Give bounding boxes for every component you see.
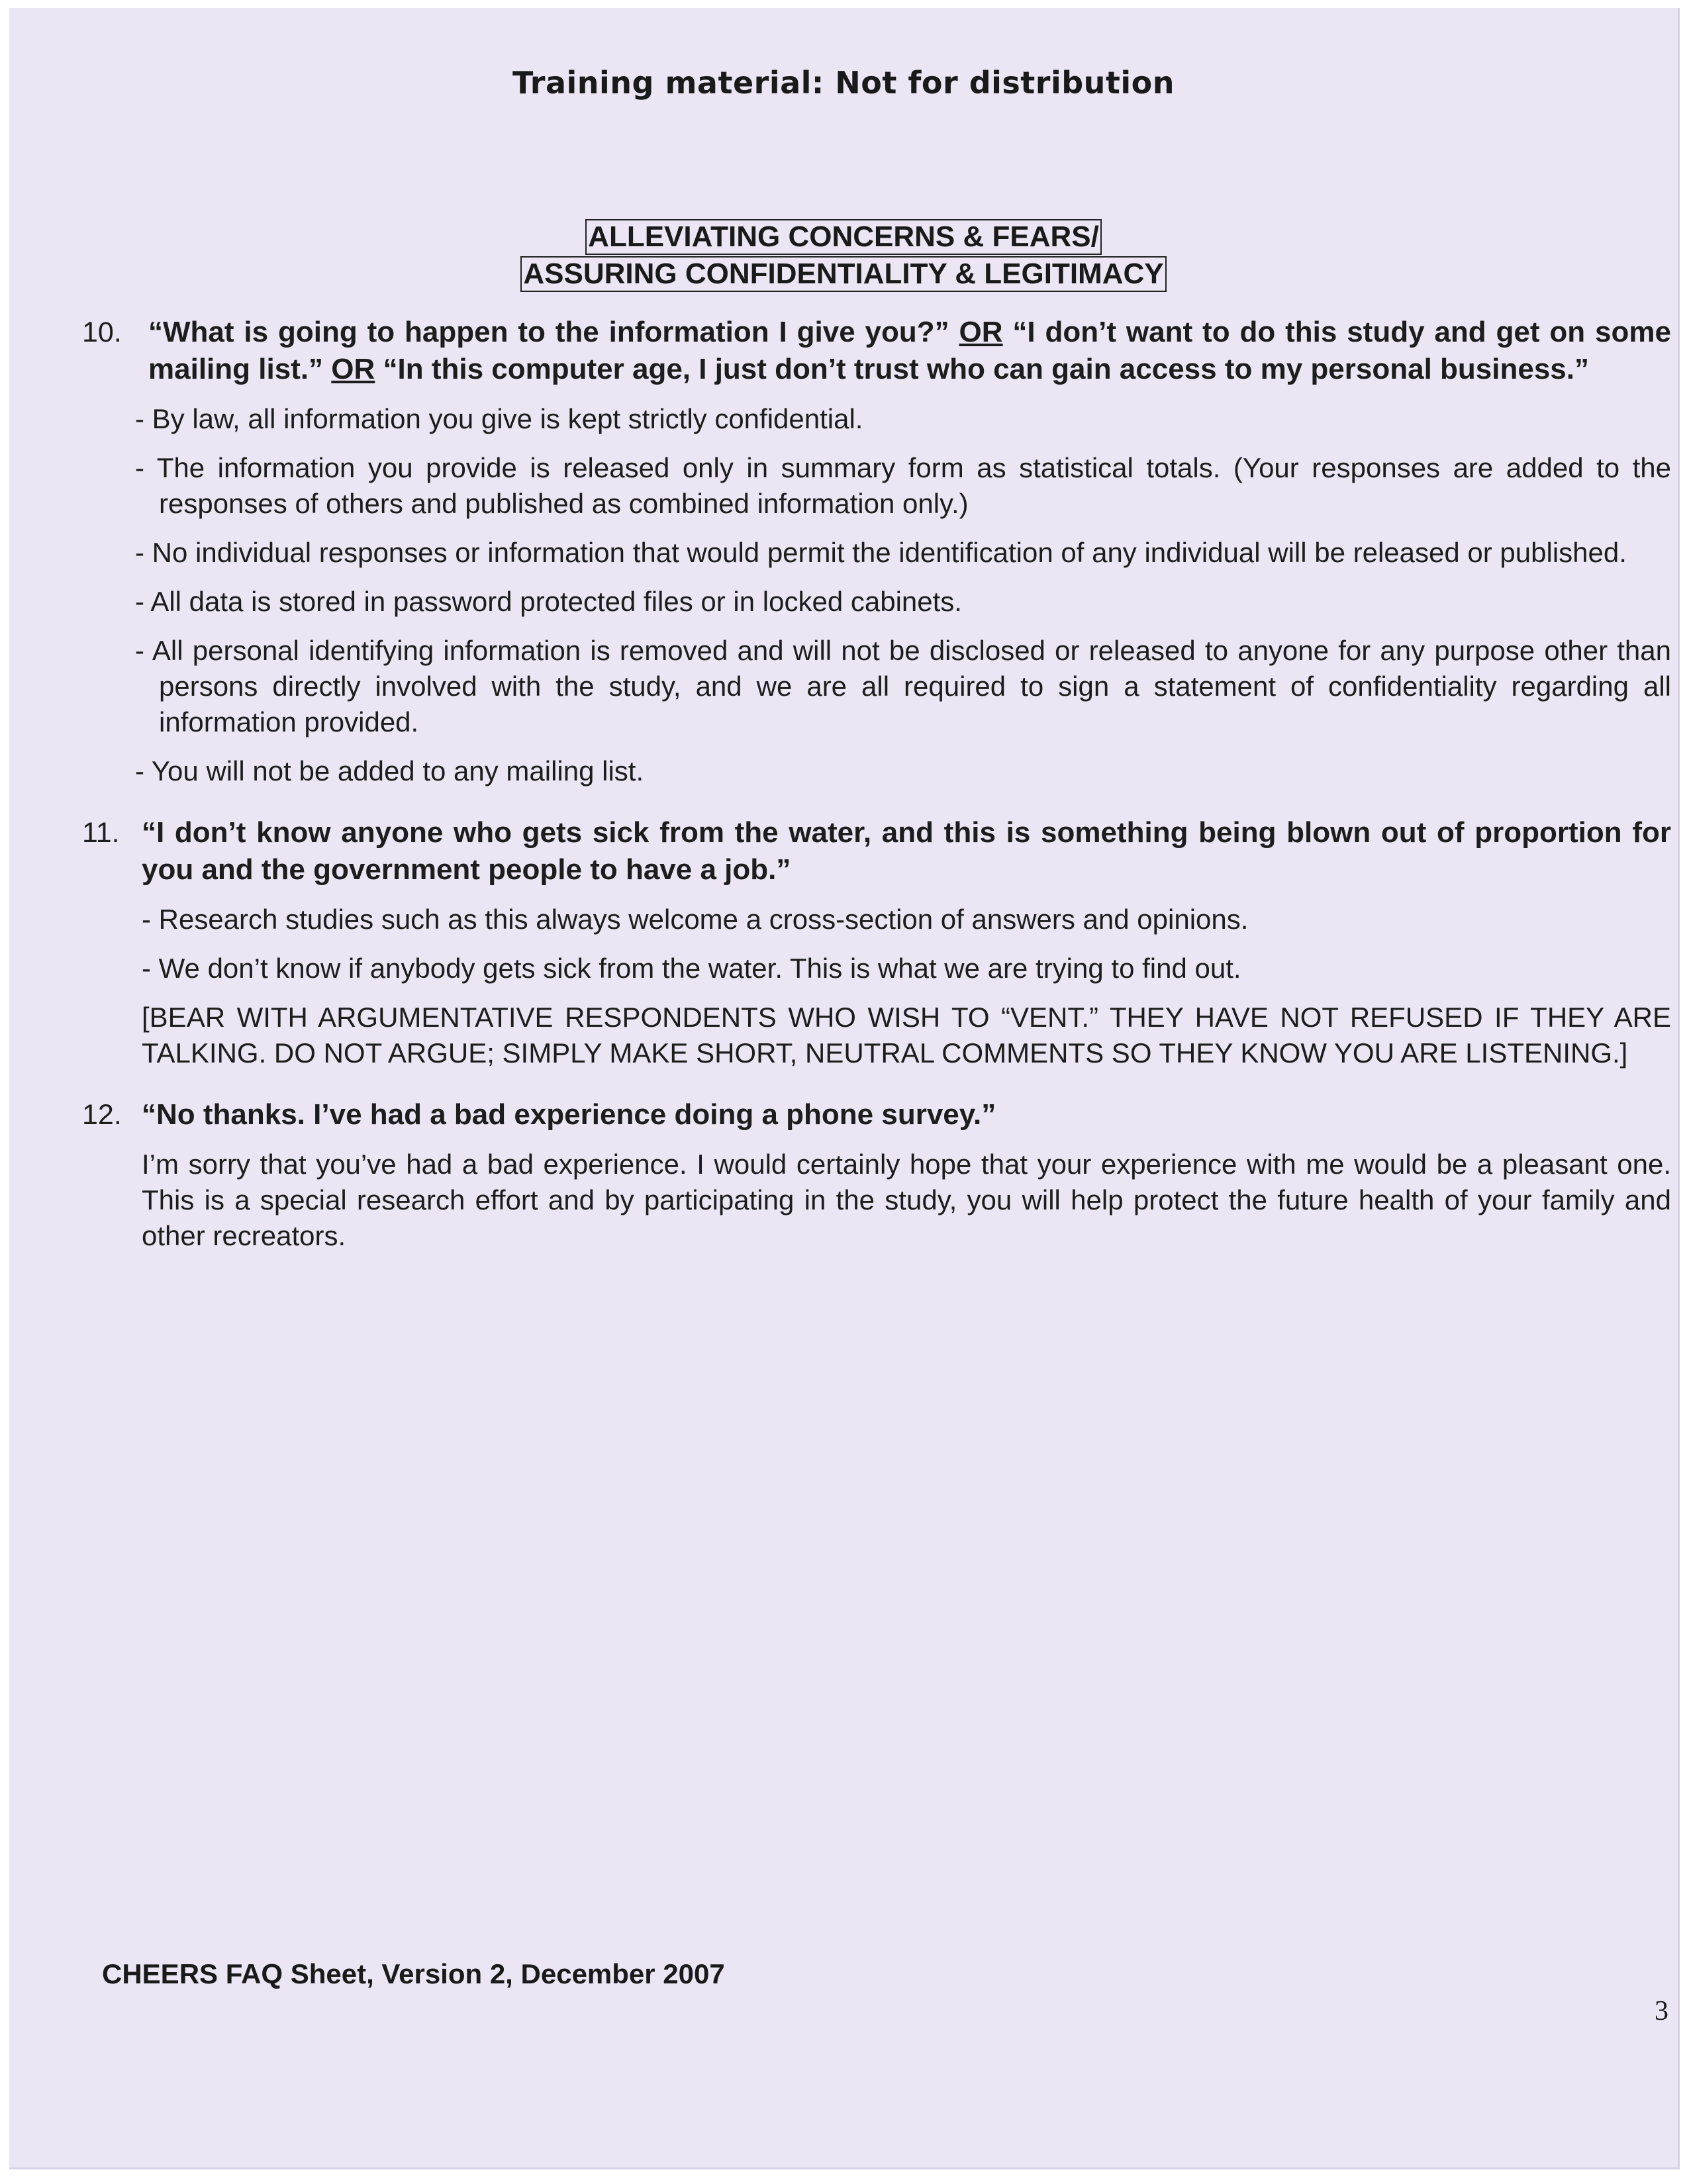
faq-question [148, 314, 1671, 388]
faq-number: 12. [82, 1099, 122, 1131]
faq-answer: - You will not be added to any mailing list. [135, 755, 644, 786]
section-heading-line2: ASSURING CONFIDENTIALITY & LEGITIMACY [520, 256, 1166, 292]
faq-answer: - The information you provide is released only in summary form as statistical totals. (Your responses are added to the responses of others and published as combined information only.) [135, 452, 1671, 519]
question-part: “What is going to happen to the information I give you?” [148, 316, 959, 348]
faq-answer: - Research studies such as this always welcome a cross-section of answers and opinions. [142, 904, 1249, 935]
header-note: Training material: Not for distribution [512, 65, 1175, 101]
document-page [9, 8, 1680, 2169]
faq-item-12 [82, 1096, 1671, 1254]
question-part: “In this computer age, I just don’t trust who can gain access to my personal business.” [375, 353, 1589, 385]
faq-answer: - All personal identifying information is removed and will not be disclosed or released to anyone for any purpose other than persons directly involved with the study, and we are all required to sign a statement of confidentiality regarding all information provided. [135, 635, 1671, 737]
section-heading [9, 218, 1678, 293]
question-part: “I don’t want to do this study and get on some mailing list.” [148, 316, 1671, 385]
faq-item-10 [82, 314, 1671, 789]
faq-answer: - No individual responses or information that would permit the identification of any individual will be released or published. [135, 537, 1627, 568]
footer-version: CHEERS FAQ Sheet, Version 2, December 2007 [102, 1958, 725, 1989]
section-heading-line1: ALLEVIATING CONCERNS & FEARS/ [585, 219, 1102, 255]
interviewer-note: [BEAR WITH ARGUMENTATIVE RESPONDENTS WHO WISH TO “VENT.” THEY HAVE NOT REFUSED IF THEY ARE TALKING. DO NOT ARGUE; SIMPLY MAKE SHORT, NEUTRAL COMMENTS SO THEY KNOW YOU ARE LISTENING.] [142, 1002, 1671, 1068]
faq-answer: - We don’t know if anybody gets sick from the water. This is what we are trying to find out. [142, 953, 1241, 984]
faq-response: I’m sorry that you’ve had a bad experience. I would certainly hope that your experience with me would be a pleasant one. This is a special research effort and by participating in the study, you will help protect the future health of your family and other recreators. [142, 1149, 1671, 1251]
or-connector: OR [331, 353, 375, 385]
faq-item-11 [82, 814, 1671, 1071]
faq-question: “I don’t know anyone who gets sick from the water, and this is something being blown out of proportion for you and the government people to have a job.” [142, 816, 1671, 886]
faq-list [82, 314, 1671, 1279]
faq-number: 11. [82, 817, 120, 849]
faq-question: “No thanks. I’ve had a bad experience doing a phone survey.” [142, 1098, 996, 1131]
faq-answer: - All data is stored in password protected files or in locked cabinets. [135, 586, 962, 617]
page-number: 3 [1655, 1996, 1668, 2026]
faq-answer: - By law, all information you give is kept strictly confidential. [135, 403, 863, 434]
or-connector: OR [959, 316, 1003, 348]
faq-number: 10. [82, 316, 122, 348]
